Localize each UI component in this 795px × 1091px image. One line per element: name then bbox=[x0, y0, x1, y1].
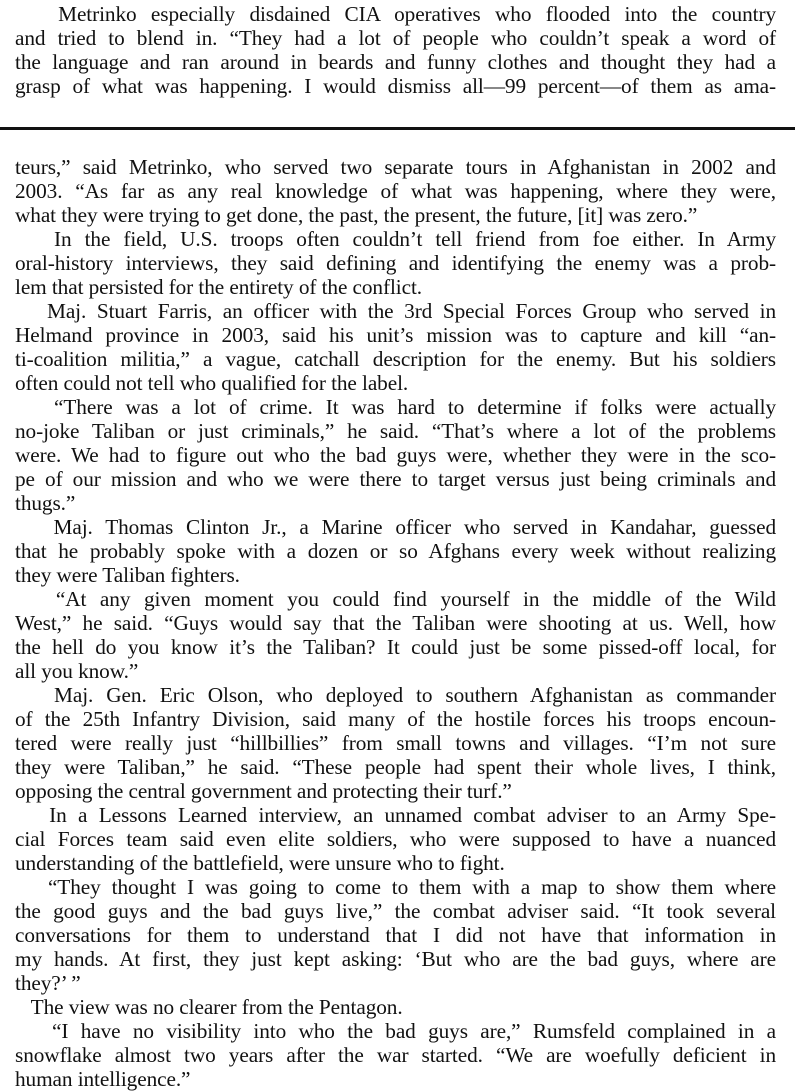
body-text bbox=[15, 155, 776, 1091]
text-line: “I have no visibility into who the bad guys are,” Rumsfeld complained in a bbox=[15, 1019, 776, 1043]
text-line: pe of our mission and who we were there to target versus just being criminals and bbox=[15, 467, 776, 491]
text-line: my hands. At first, they just kept asking: ‘But who are the bad guys, where are bbox=[15, 947, 776, 971]
text-line: grasp of what was happening. I would dismiss all—99 percent—of them as ama- bbox=[15, 74, 776, 98]
text-line: no-joke Taliban or just criminals,” he said. “That’s where a lot of the problems bbox=[15, 419, 776, 443]
text-line: lem that persisted for the entirety of the conflict. bbox=[15, 275, 422, 299]
text-line: Maj. Stuart Farris, an officer with the 3rd Special Forces Group who served in bbox=[15, 299, 776, 323]
text-line: were. We had to figure out who the bad guys were, whether they were in the sco- bbox=[15, 443, 776, 467]
text-line: that he probably spoke with a dozen or so Afghans every week without realizing bbox=[15, 539, 776, 563]
text-line: they?’ ” bbox=[15, 971, 81, 995]
text-line: understanding of the battlefield, were unsure who to fight. bbox=[15, 851, 505, 875]
text-line: The view was no clearer from the Pentagon. bbox=[15, 995, 403, 1019]
text-line: 2003. “As far as any real knowledge of what was happening, where they were, bbox=[15, 179, 776, 203]
text-line: often could not tell who qualified for the label. bbox=[15, 371, 409, 395]
text-line: “At any given moment you could find yourself in the middle of the Wild bbox=[15, 587, 776, 611]
text-line: and tried to blend in. “They had a lot of people who couldn’t speak a word of bbox=[15, 26, 776, 50]
text-line: Helmand province in 2003, said his unit’s mission was to capture and kill “an- bbox=[15, 323, 776, 347]
text-line: ti-coalition militia,” a vague, catchall description for the enemy. But his soldiers bbox=[15, 347, 776, 371]
text-line: tered were really just “hillbillies” from small towns and villages. “I’m not sure bbox=[15, 731, 776, 755]
text-line: the language and ran around in beards and funny clothes and thought they had a bbox=[15, 50, 776, 74]
text-line: cial Forces team said even elite soldiers, who were supposed to have a nuanced bbox=[15, 827, 776, 851]
text-line: conversations for them to understand that I did not have that information in bbox=[15, 923, 776, 947]
text-line: they were Taliban,” he said. “These people had spent their whole lives, I think, bbox=[15, 755, 776, 779]
text-line: snowflake almost two years after the war started. “We are woefully deficient in bbox=[15, 1043, 776, 1067]
page-break-divider bbox=[0, 127, 795, 130]
text-line: they were Taliban fighters. bbox=[15, 563, 240, 587]
text-line: Maj. Gen. Eric Olson, who deployed to southern Afghanistan as commander bbox=[15, 683, 776, 707]
text-line: West,” he said. “Guys would say that the Taliban were shooting at us. Well, how bbox=[15, 611, 776, 635]
text-line: the good guys and the bad guys live,” the combat adviser said. “It took several bbox=[15, 899, 776, 923]
text-line: “There was a lot of crime. It was hard to determine if folks were actually bbox=[15, 395, 776, 419]
text-line: human intelligence.” bbox=[15, 1067, 191, 1091]
text-line: Metrinko especially disdained CIA operatives who flooded into the country bbox=[15, 2, 776, 26]
text-line: teurs,” said Metrinko, who served two separate tours in Afghanistan in 2002 and bbox=[15, 155, 776, 179]
text-line: oral-history interviews, they said defining and identifying the enemy was a prob- bbox=[15, 251, 776, 275]
text-line: all you know.” bbox=[15, 659, 139, 683]
text-line: opposing the central government and protecting their turf.” bbox=[15, 779, 512, 803]
text-line: what they were trying to get done, the past, the present, the future, [it] was zero.” bbox=[15, 203, 698, 227]
text-line: of the 25th Infantry Division, said many of the hostile forces his troops encoun- bbox=[15, 707, 776, 731]
top-paragraph bbox=[15, 2, 776, 98]
text-line: the hell do you know it’s the Taliban? It could just be some pissed-off local, for bbox=[15, 635, 776, 659]
text-line: In the field, U.S. troops often couldn’t tell friend from foe either. In Army bbox=[15, 227, 776, 251]
text-line: thugs.” bbox=[15, 491, 76, 515]
text-line: “They thought I was going to come to them with a map to show them where bbox=[15, 875, 776, 899]
text-line: In a Lessons Learned interview, an unnamed combat adviser to an Army Spe- bbox=[15, 803, 776, 827]
text-line: Maj. Thomas Clinton Jr., a Marine officer who served in Kandahar, guessed bbox=[15, 515, 776, 539]
